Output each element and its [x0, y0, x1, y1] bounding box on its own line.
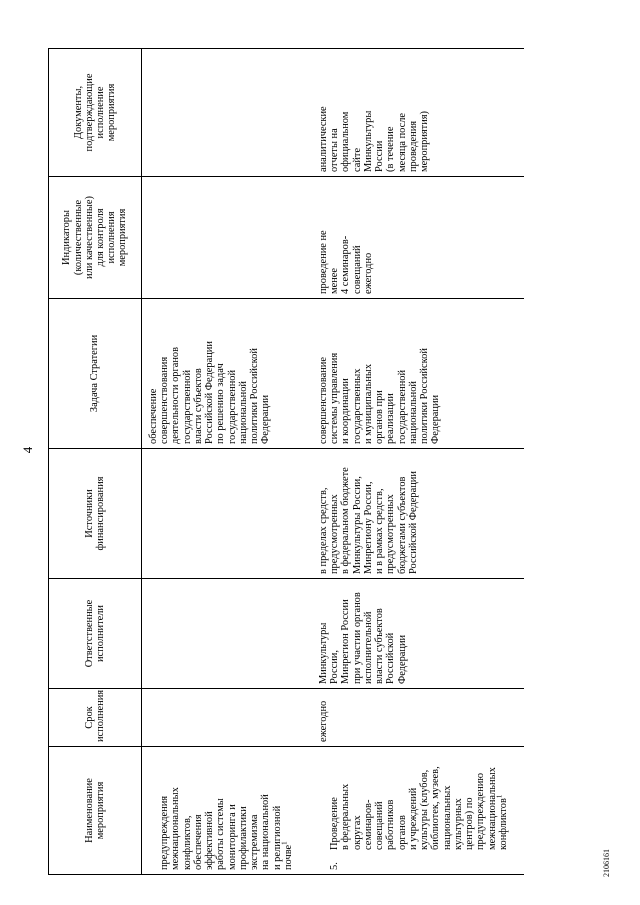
cell-name: [316, 747, 524, 875]
page-number: 4: [20, 446, 35, 454]
measure-name: Проведение в федеральных округах семинаров- совещаний работников органов и учреждений культуры (клубов, библиотек, музеев, национальных культурных центров) по предупреждению межнациональных конфликтов: [329, 766, 509, 850]
cell-indicators: проведение не менее 4 семинаров- совещаний ежегодно: [316, 177, 524, 299]
column-header-name: Наименование мероприятия: [49, 747, 142, 875]
cell-task: обеспечение совершенствования деятельности органов государственной власти субъектов Российской Федерации по решению задач государственной национальной политики Российской Федерации: [142, 299, 317, 449]
cell-documents: [142, 49, 317, 177]
cell-indicators: [142, 177, 317, 299]
table-row-continuation: [142, 49, 317, 875]
cell-name: [142, 747, 317, 875]
cell-task: совершенствование системы управления и координации государственных и муниципальных органов при реализации государственной национальной политики Российской Федерации: [316, 299, 524, 449]
cell-documents: аналитические отчеты на официальном сайте Минкультуры России (в течение месяца после проведения мероприятия): [316, 49, 524, 177]
column-header-term: Срок исполнения: [49, 689, 142, 747]
table-header-row: [49, 49, 142, 875]
cell-term: ежегодно: [316, 689, 524, 747]
cell-funding: в пределах средств, предусмотренных в федеральном бюджете Минкультуры России, Минрегиону России, и в рамках средств, предусмотренных бюджетами субъектов Российской Федерации: [316, 449, 524, 579]
row-number: 5.: [329, 862, 341, 870]
footnote-mark: 1: [495, 794, 504, 799]
cell-funding: [142, 449, 317, 579]
measure-name-wrap: [329, 766, 509, 850]
document-code: 2106161: [602, 849, 611, 877]
cell-executors: [142, 579, 317, 689]
column-header-funding: Источники финансирования: [49, 449, 142, 579]
column-header-indicators: Индикаторы (количественные или качественные) для контроля исполнения мероприятия: [49, 177, 142, 299]
measure-name: предупреждения межнациональных конфликтов, обеспечения эффективной работы системы мониторинга и профилактики экстремизма на национальной и религиозной почве: [159, 787, 294, 870]
column-header-task: Задача Стратегии: [49, 299, 142, 449]
column-header-documents: Документы, подтверждающие исполнение мероприятия: [49, 49, 142, 177]
cell-executors: Минкультуры России, Минрегион России при участии органов исполнительной власти субъектов Российской Федерации: [316, 579, 524, 689]
table-row-5: [316, 49, 524, 875]
footnote-mark: 1: [280, 841, 289, 845]
measures-table: [48, 48, 524, 875]
column-header-executors: Ответственные исполнители: [49, 579, 142, 689]
cell-term: [142, 689, 317, 747]
